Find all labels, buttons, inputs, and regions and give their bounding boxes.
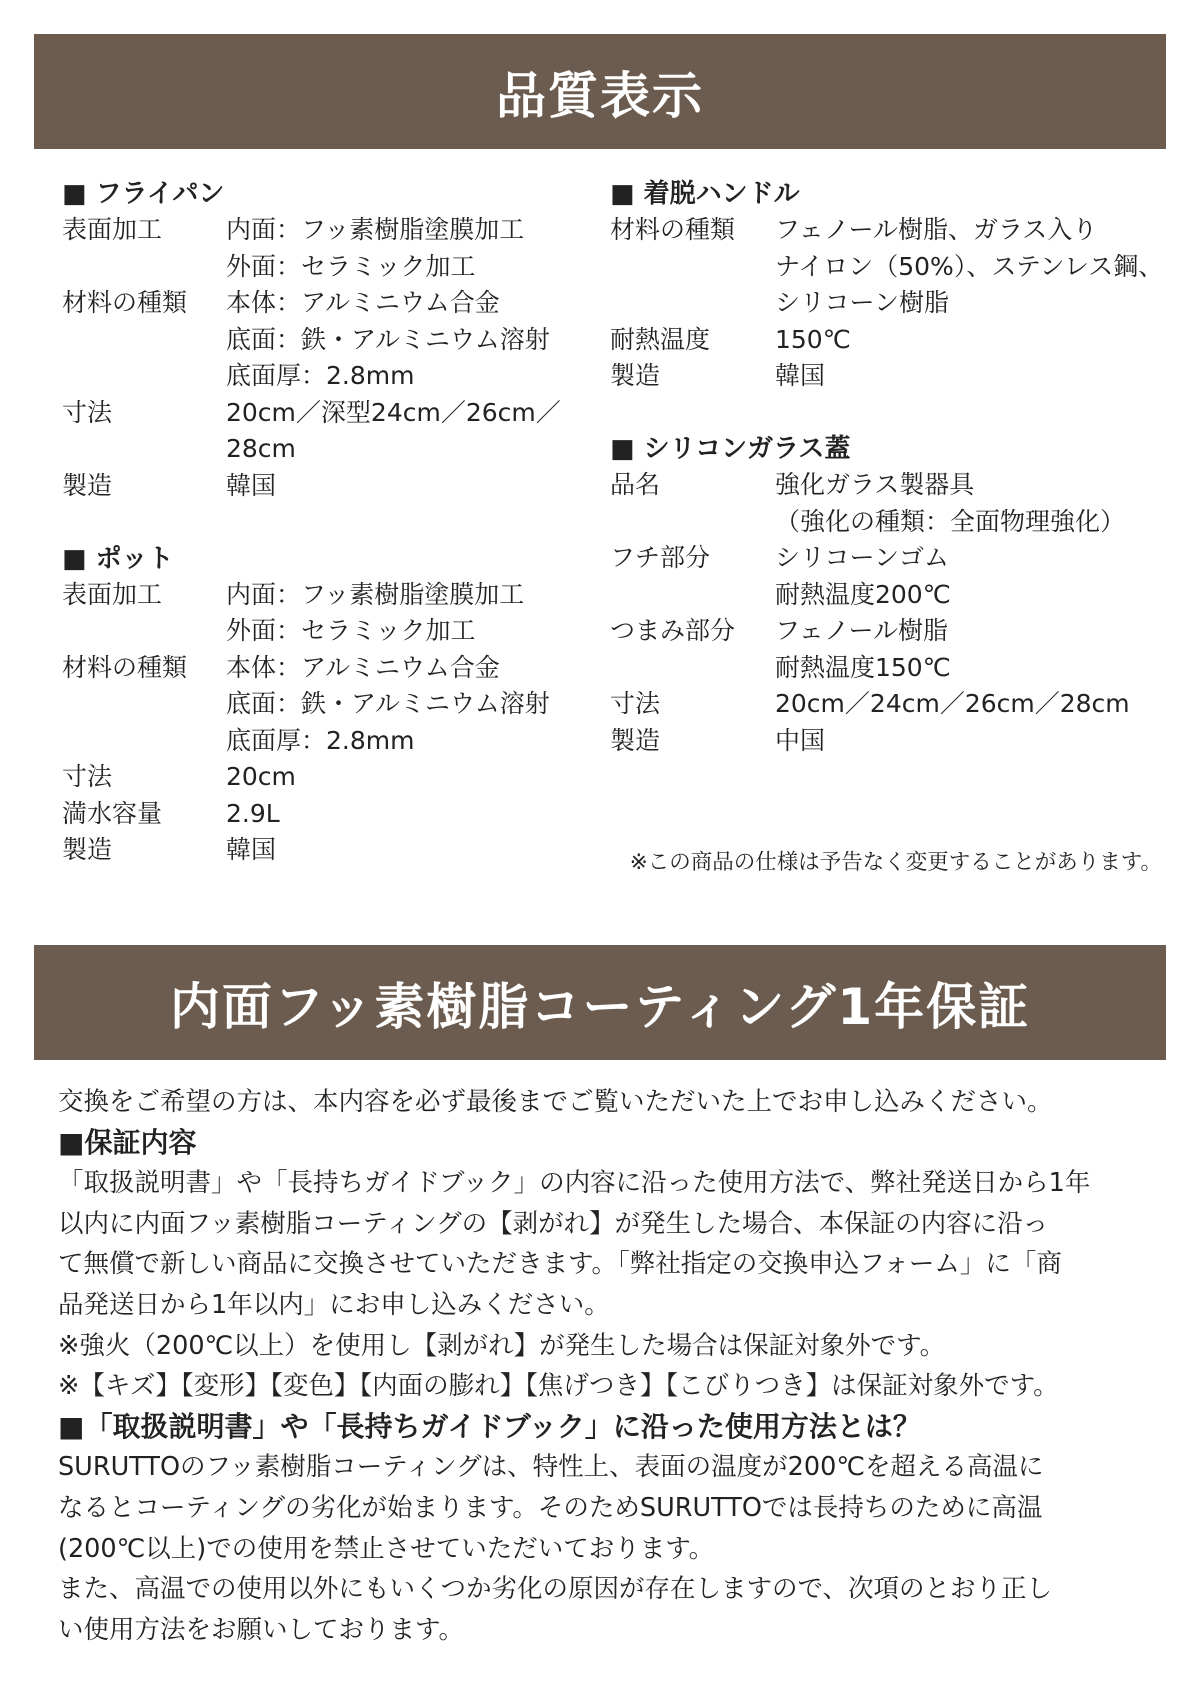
frypan-title: ■ フライパン — [62, 179, 225, 209]
spec-label: 製造 — [610, 361, 661, 390]
warranty-content-title: ■保証内容 — [58, 1125, 197, 1159]
spec-row — [62, 759, 582, 796]
spec-column-right — [610, 176, 1170, 759]
spec-label: 材料の種類 — [62, 288, 188, 317]
spec-label: 品名 — [610, 470, 661, 499]
spec-row — [62, 796, 582, 833]
warranty-body — [58, 1082, 1158, 1650]
spec-label: 表面加工 — [62, 215, 163, 244]
spec-row — [62, 468, 582, 505]
spec-value: 耐熱温度150℃ — [775, 652, 951, 682]
warranty-banner-title: 内面フッ素樹脂コーティング1年保証 — [169, 977, 1031, 1036]
warranty-method-line: (200℃以上)での使用を禁止させていただいております。 — [58, 1533, 715, 1564]
spec-value: 20cm／24cm／26cm／28cm — [775, 689, 1130, 718]
spec-row — [610, 613, 1170, 686]
spec-value: 耐熱温度200℃ — [775, 579, 951, 609]
warranty-content-line: 「取扱説明書」や「長持ちガイドブック」の内容に沿った使用方法で、弊社発送日から1年 — [58, 1168, 1091, 1199]
warranty-content-line: ※【キズ】【変形】【変色】【内面の膨れ】【焦げつき】【こびりつき】は保証対象外です。 — [58, 1371, 1059, 1402]
pot-section — [62, 541, 582, 869]
spec-value: ナイロン（50%）、ステンレス鋼、 — [775, 251, 1164, 281]
spec-value: 底面：鉄・アルミニウム溶射 — [226, 689, 550, 718]
spec-value: 2.9L — [226, 798, 280, 828]
spec-label: 耐熱温度 — [610, 324, 711, 354]
spec-label: 表面加工 — [62, 579, 163, 609]
warranty-method-title: ■「取扱説明書」や「長持ちガイドブック」に沿った使用方法とは？ — [58, 1409, 921, 1443]
spec-value: 内面：フッ素樹脂塗膜加工 — [226, 215, 525, 244]
spec-label: 製造 — [610, 725, 661, 755]
spec-value: 20cm — [226, 762, 296, 791]
spec-row — [610, 723, 1170, 760]
handle-title: ■ 着脱ハンドル — [610, 179, 800, 209]
warranty-intro: 交換をご希望の方は、本内容を必ず最後までご覧いただいた上でお申し込みください。 — [58, 1087, 1053, 1117]
spec-row — [610, 358, 1170, 395]
spec-value: 中国 — [775, 725, 826, 755]
spec-value: フェノール樹脂、ガラス入り — [775, 215, 1098, 244]
spec-value: 150℃ — [775, 324, 851, 354]
warranty-content-line: 以内に内面フッ素樹脂コーティングの【剥がれ】が発生した場合、本保証の内容に沿っ — [58, 1208, 1049, 1239]
spec-value: フェノール樹脂 — [775, 616, 949, 645]
spec-label: フチ部分 — [610, 543, 711, 572]
spec-value: 本体：アルミニウム合金 — [226, 288, 500, 317]
warranty-method-line: なるとコーティングの劣化が始まります。そのためSURUTTOでは長持ちのために高温 — [58, 1492, 1043, 1523]
spec-row — [62, 212, 582, 285]
warranty-method-line: い使用方法をお願いしております。 — [58, 1614, 464, 1645]
warranty-content-line: ※強火（200℃以上）を使用し【剥がれ】が発生した場合は保証対象外です。 — [58, 1330, 946, 1361]
frypan-section — [62, 176, 582, 504]
spec-row — [62, 832, 582, 869]
spec-label: 寸法 — [610, 689, 661, 718]
spec-value: 外面：セラミック加工 — [226, 251, 476, 281]
spec-label: 満水容量 — [62, 798, 163, 828]
spec-column-left — [62, 176, 582, 869]
spec-value: 外面：セラミック加工 — [226, 616, 476, 645]
spec-value: 内面：フッ素樹脂塗膜加工 — [226, 579, 525, 609]
spec-value: シリコーン樹脂 — [775, 288, 950, 317]
spec-label: 製造 — [62, 470, 113, 500]
spec-value: 28cm — [226, 434, 296, 463]
lid-section — [610, 431, 1170, 759]
spec-value: 韓国 — [775, 361, 826, 390]
spec-value: シリコーンゴム — [775, 543, 950, 572]
spec-label: 材料の種類 — [62, 652, 188, 682]
spec-row — [610, 467, 1170, 540]
spec-value: 本体：アルミニウム合金 — [226, 652, 500, 682]
spec-change-note: ※この商品の仕様は予告なく変更することがあります。 — [629, 850, 1162, 875]
spec-row — [62, 577, 582, 650]
spec-label: 材料の種類 — [610, 215, 736, 244]
spec-row — [610, 322, 1170, 359]
spec-row — [62, 395, 582, 468]
spec-label: 寸法 — [62, 397, 113, 427]
spec-row — [62, 650, 582, 760]
spec-value: 20cm／深型24cm／26cm／ — [226, 397, 561, 427]
warranty-content-line: 品発送日から1年以内」にお申し込みください。 — [58, 1289, 610, 1320]
warranty-banner — [34, 945, 1166, 1060]
spec-value: 韓国 — [226, 835, 277, 864]
spec-value: 底面厚：2.8mm — [226, 361, 415, 390]
warranty-content-line: て無償で新しい商品に交換させていただきます。「弊社指定の交換申込フォーム」に「商 — [58, 1249, 1062, 1280]
handle-section — [610, 176, 1170, 395]
spec-label: 製造 — [62, 835, 113, 864]
spec-value: 底面厚：2.8mm — [226, 725, 415, 755]
spec-row — [610, 540, 1170, 613]
quality-banner-title: 品質表示 — [496, 66, 704, 125]
spec-row — [610, 212, 1170, 322]
lid-title: ■ シリコンガラス蓋 — [610, 434, 851, 464]
spec-label: 寸法 — [62, 762, 113, 791]
warranty-method-line: SURUTTOのフッ素樹脂コーティングは、特性上、表面の温度が200℃を超える高温に — [58, 1452, 1044, 1483]
spec-row — [62, 285, 582, 395]
spec-label: つまみ部分 — [610, 616, 736, 645]
spec-value: 韓国 — [226, 470, 277, 500]
spec-value: 強化ガラス製器具 — [775, 470, 975, 499]
pot-title: ■ ポット — [62, 543, 174, 574]
spec-value: 底面：鉄・アルミニウム溶射 — [226, 324, 550, 354]
warranty-method-line: また、高温での使用以外にもいくつか劣化の原因が存在しますので、次項のとおり正し — [58, 1574, 1052, 1605]
spec-value: （強化の種類：全面物理強化） — [775, 506, 1126, 536]
spec-row — [610, 686, 1170, 723]
quality-banner — [34, 34, 1166, 149]
